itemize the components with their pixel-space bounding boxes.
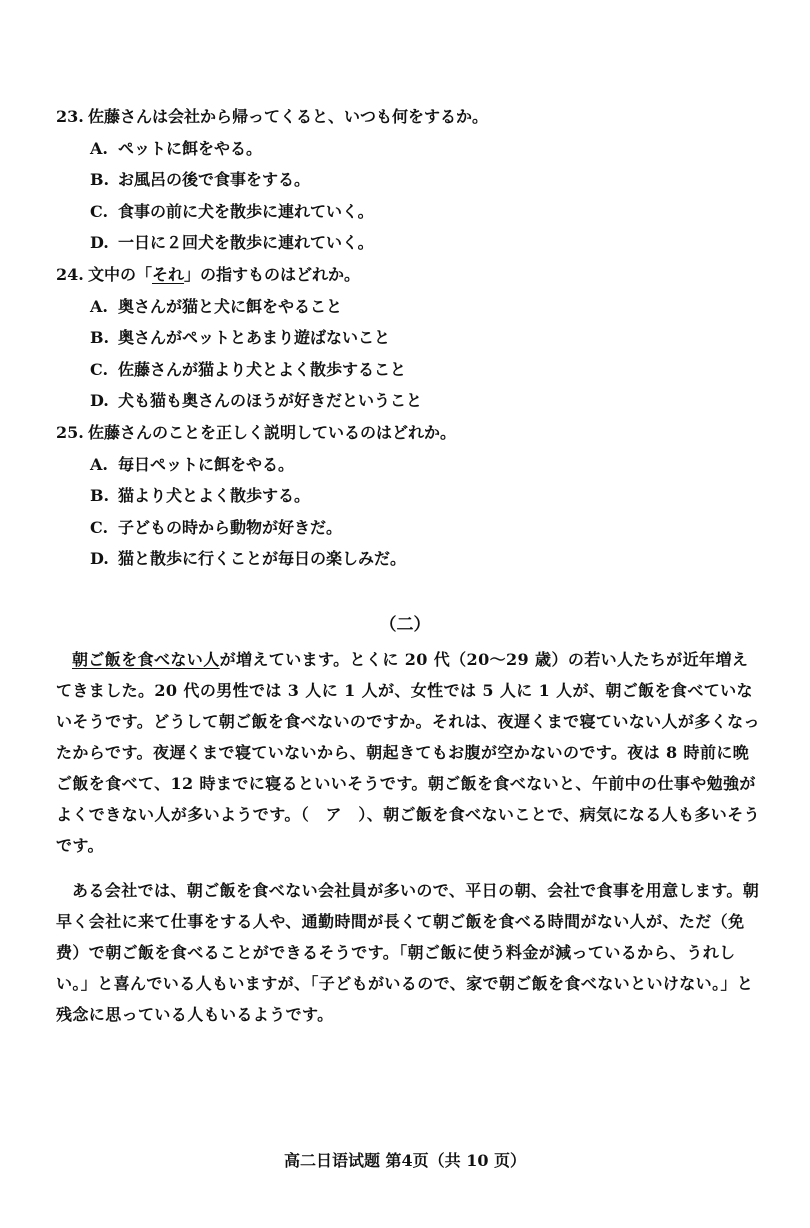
option-text: お風呂の後で食事をする。 (118, 170, 311, 189)
option-text: 奥さんがペットとあまり遊ばないこと (118, 328, 391, 347)
option-text: 猫より犬とよく散歩する。 (118, 486, 311, 505)
option-letter: A. (90, 139, 108, 158)
question-24 (56, 264, 360, 286)
option-24-a (90, 296, 342, 318)
option-text: 犬も猫も奥さんのほうが好きだということ (118, 391, 423, 410)
option-letter: D. (90, 391, 109, 410)
option-letter: B. (90, 486, 110, 505)
passage-underlined-phrase: 朝ご飯を食べない人 (72, 650, 220, 669)
option-25-d (90, 548, 406, 570)
option-letter: C. (90, 518, 109, 537)
option-25-c (90, 517, 342, 539)
passage-paragraph-1 (56, 644, 760, 861)
question-number: 25. (56, 423, 84, 442)
passage-text: が増えています。とくに 20 代（20～29 歳）の若い人たちが近年増えてきました。20 代の男性では 3 人に 1 人が、女性では 5 人に 1 人が、朝ご飯を食べていないそうです。どうして朝ご飯を食べないのですか。それは、夜遅くまで寝ていない人が多くなったからです。夜遅くまで寝ていないから、朝起きてもお腹が空かないのです。夜は 8 時前に晩ご飯を食べて、12 時までに寝るといいそうです。朝ご飯を食べないと、午前中の仕事や勉強がよくできない人が多いようです。（ ア ）、朝ご飯を食べないことで、病気になる人も多いそうです。 (56, 650, 761, 855)
option-text: 食事の前に犬を散歩に連れていく。 (118, 202, 374, 221)
question-text-after: 」の指すものはどれか。 (184, 265, 361, 284)
option-24-b (90, 327, 390, 349)
option-letter: D. (90, 233, 109, 252)
option-text: 毎日ペットに餌をやる。 (118, 455, 295, 474)
option-letter: B. (90, 170, 110, 189)
question-text: 佐藤さんは会社から帰ってくると、いつも何をするか。 (88, 107, 489, 126)
option-23-c (90, 201, 374, 223)
option-text: 佐藤さんが猫より犬とよく散歩すること (118, 360, 407, 379)
option-25-a (90, 454, 294, 476)
question-23 (56, 106, 488, 128)
option-text: 一日に２回犬を散歩に連れていく。 (118, 233, 374, 252)
passage-paragraph-2: ある会社では、朝ご飯を食べない会社員が多いので、平日の朝、会社で食事を用意します。朝早く会社に来て仕事をする人や、通勤時間が長くて朝ご飯を食べる時間がない人が、ただ（免费）で朝ご飯を食べることができるそうです。「朝ご飯に使う料金が減っているから、うれしい。」と喜んでいる人もいますが、「子どもがいるので、家で朝ご飯を食べないといけない。」と残念に思っている人もいるようです。 (56, 881, 760, 1024)
option-letter: A. (90, 455, 108, 474)
option-letter: A. (90, 297, 108, 316)
question-text-underlined: それ (152, 265, 185, 284)
section-title: （二） (379, 615, 431, 635)
option-25-b (90, 485, 310, 507)
question-number: 24. (56, 265, 84, 284)
option-text: 猫と散歩に行くことが毎日の楽しみだ。 (118, 549, 407, 568)
option-text: 子どもの時から動物が好きだ。 (118, 518, 343, 537)
option-text: ペットに餌をやる。 (118, 139, 263, 158)
option-24-d (90, 390, 422, 412)
page-footer: 高二日语试题 第4页（共 10 页） (283, 1151, 527, 1170)
question-text: 佐藤さんのことを正しく説明しているのはどれか。 (88, 423, 457, 442)
option-letter: C. (90, 202, 109, 221)
option-24-c (90, 359, 406, 381)
option-letter: D. (90, 549, 109, 568)
option-letter: B. (90, 328, 110, 347)
question-25 (56, 422, 456, 444)
option-23-d (90, 232, 374, 254)
question-number: 23. (56, 107, 84, 126)
option-letter: C. (90, 360, 109, 379)
question-text-before: 文中の「 (88, 265, 153, 284)
option-23-a (90, 138, 262, 160)
option-text: 奥さんが猫と犬に餌をやること (118, 297, 343, 316)
option-23-b (90, 169, 310, 191)
